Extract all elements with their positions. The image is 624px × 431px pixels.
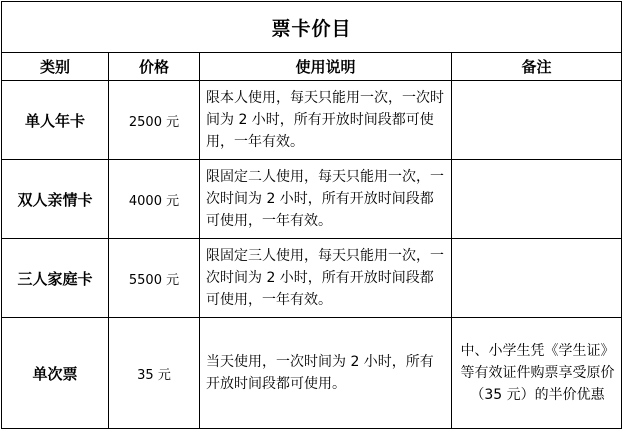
header-notes: 备注 bbox=[452, 53, 622, 81]
price-cell: 35 元 bbox=[109, 318, 200, 429]
category-cell: 双人亲情卡 bbox=[2, 160, 109, 239]
header-category: 类别 bbox=[2, 53, 109, 81]
price-cell: 5500 元 bbox=[109, 239, 200, 318]
usage-cell: 当天使用，一次时间为 2 小时，所有开放时间段都可使用。 bbox=[200, 318, 452, 429]
table-row bbox=[2, 81, 622, 160]
category-cell: 三人家庭卡 bbox=[2, 239, 109, 318]
table-row bbox=[2, 160, 622, 239]
price-cell: 2500 元 bbox=[109, 81, 200, 160]
notes-cell bbox=[452, 81, 622, 160]
usage-cell: 限固定二人使用，每天只能用一次，一次时间为 2 小时，所有开放时间段都可使用，一年有效。 bbox=[200, 160, 452, 239]
table-row bbox=[2, 239, 622, 318]
header-price: 价格 bbox=[109, 53, 200, 81]
header-usage: 使用说明 bbox=[200, 53, 452, 81]
title-row bbox=[2, 2, 622, 53]
notes-cell bbox=[452, 239, 622, 318]
header-row bbox=[2, 53, 622, 81]
usage-cell: 限固定三人使用，每天只能用一次，一次时间为 2 小时，所有开放时间段都可使用，一年有效。 bbox=[200, 239, 452, 318]
price-cell: 4000 元 bbox=[109, 160, 200, 239]
table-row bbox=[2, 318, 622, 429]
ticket-price-table bbox=[1, 1, 622, 429]
category-cell: 单人年卡 bbox=[2, 81, 109, 160]
usage-cell: 限本人使用，每天只能用一次，一次时间为 2 小时，所有开放时间段都可使用，一年有效。 bbox=[200, 81, 452, 160]
notes-cell: 中、小学生凭《学生证》等有效证件购票享受原价（35 元）的半价优惠 bbox=[452, 318, 622, 429]
table-title: 票卡价目 bbox=[2, 2, 622, 53]
category-cell: 单次票 bbox=[2, 318, 109, 429]
notes-cell bbox=[452, 160, 622, 239]
